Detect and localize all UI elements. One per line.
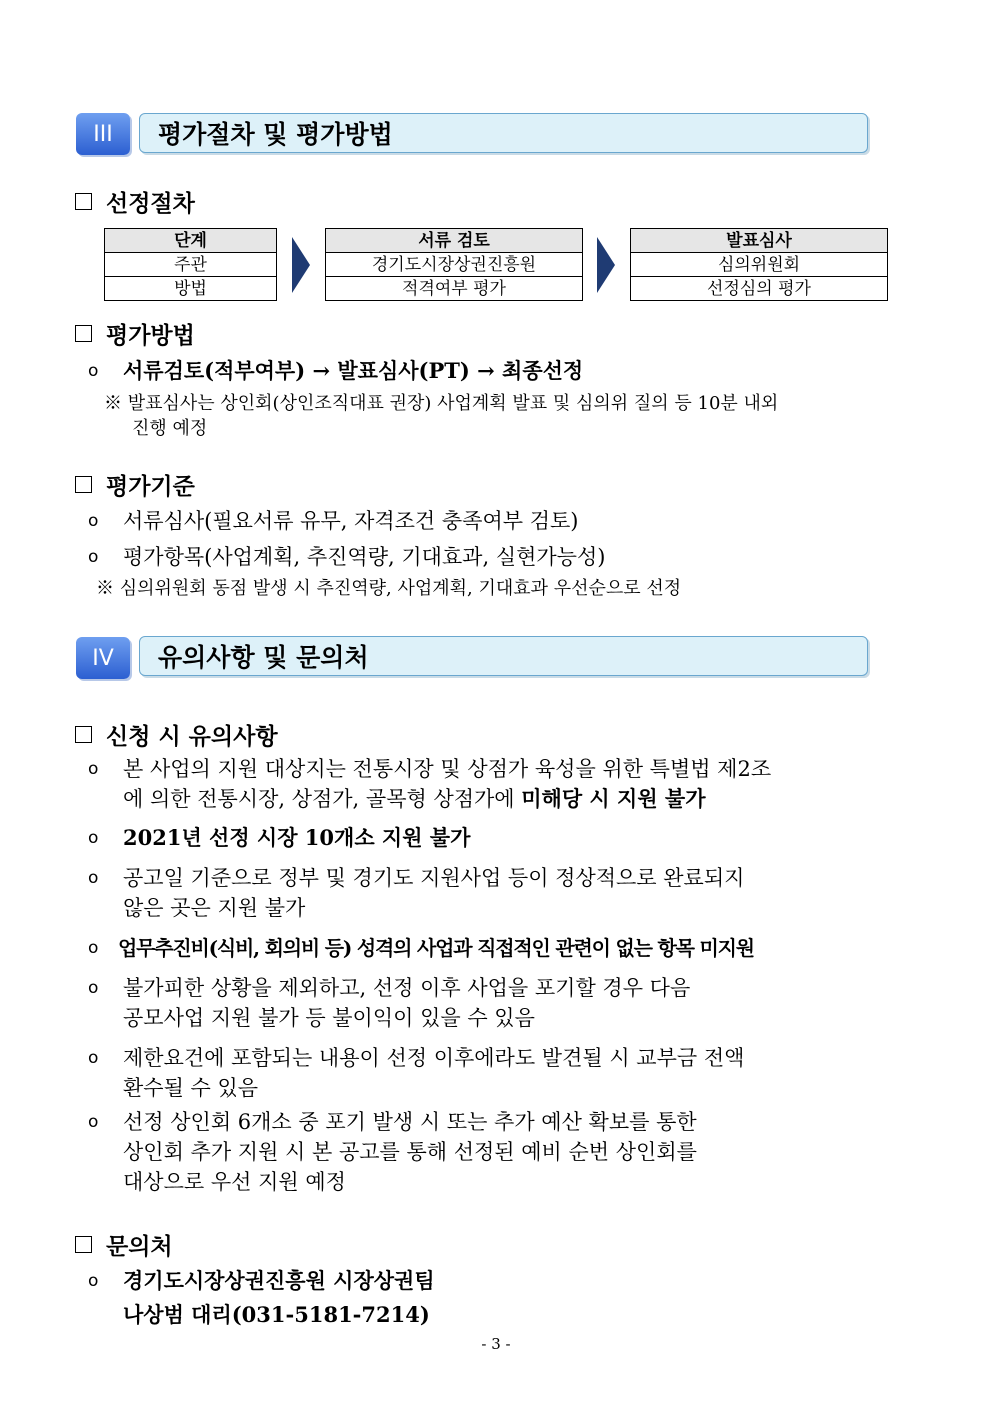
circle-bullet-icon: ο [88,511,99,531]
circle-bullet-icon: ο [88,868,99,888]
section-title: 평가절차 및 평가방법 [139,113,868,153]
table-cell: 심의위원회 [631,253,888,277]
process-table-step [104,228,277,301]
checkbox-square-icon [75,193,92,210]
circle-bullet-icon: ο [88,978,99,998]
section-number-badge: IV [76,637,130,679]
circle-bullet-icon: ο [88,361,99,381]
table-cell: 방법 [105,277,277,301]
note-text: ※ 발표심사는 상인회(상인조직대표 권장) 사업계획 발표 및 심의위 질의 등 10분 내외 [104,393,779,414]
circle-bullet-icon: ο [88,1271,99,1291]
checkbox-square-icon [75,726,92,743]
note-text: ※ 심의위원회 동점 발생 시 추진역량, 사업계획, 기대효과 우선순으로 선정 [96,578,682,599]
process-table-presentation [630,228,888,301]
checkbox-square-icon [75,476,92,493]
arrow-right-icon [292,237,310,293]
heading-cautions: 신청 시 유의사항 [75,718,278,751]
table-cell: 적격여부 평가 [326,277,583,301]
page-number: - 3 - [481,1335,511,1353]
arrow-right-icon [597,237,615,293]
circle-bullet-icon: ο [88,828,99,848]
section-number-badge: III [76,113,130,155]
circle-bullet-icon: ο [88,759,99,779]
circle-bullet-icon: ο [88,547,99,567]
text-span: 에 의한 전통시장, 상점가, 골목형 상점가에 [123,787,522,811]
table-cell: 주관 [105,253,277,277]
circle-bullet-icon: ο [88,1048,99,1068]
heading-method: 평가방법 [75,317,195,350]
heading-selection: 선정절차 [75,185,195,218]
note-text: 진행 예정 [132,418,208,439]
circle-bullet-icon: ο [88,1112,99,1132]
table-cell: 선정심의 평가 [631,277,888,301]
table-header: 단계 [105,229,277,253]
checkbox-square-icon [75,1236,92,1253]
section-title: 유의사항 및 문의처 [139,636,868,676]
heading-contact: 문의처 [75,1228,173,1261]
text-span-bold: 미해당 시 지원 불가 [521,786,706,811]
table-header: 서류 검토 [326,229,583,253]
table-header: 발표심사 [631,229,888,253]
heading-criteria: 평가기준 [75,468,195,501]
circle-bullet-icon: ο [88,938,99,958]
table-cell: 경기도시장상권진흥원 [326,253,583,277]
process-table-document-review [325,228,583,301]
checkbox-square-icon [75,325,92,342]
